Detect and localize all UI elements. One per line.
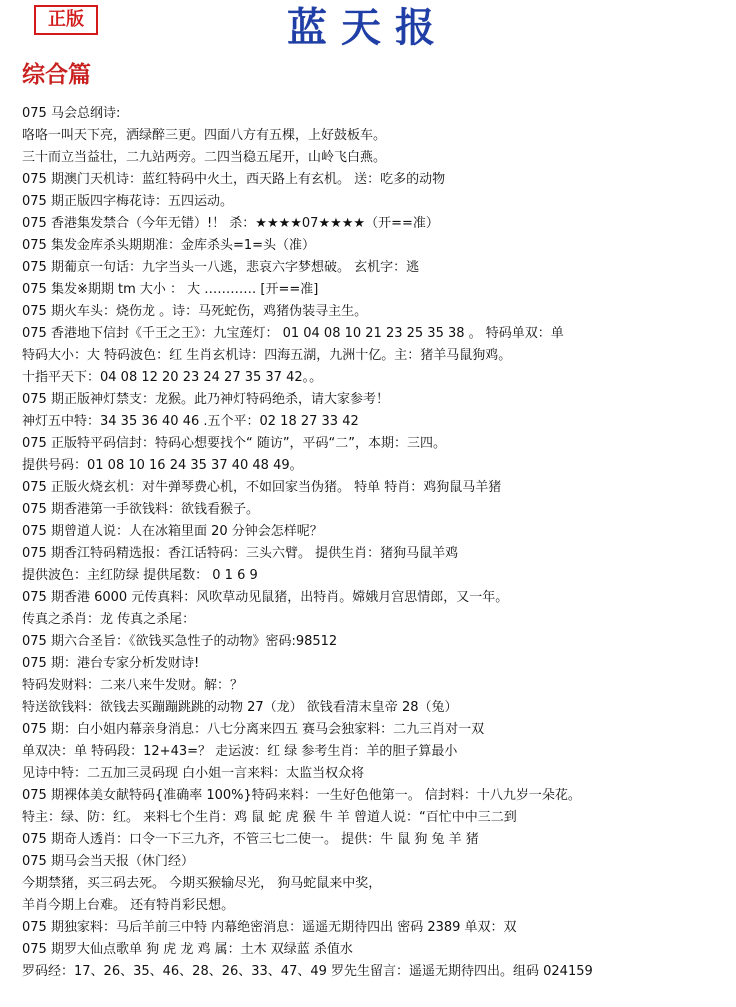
text-line: 传真之杀肖：龙 传真之杀尾： (22, 612, 196, 627)
text-line: 075 期奇人透肖：口令一下三九齐，不管三七二使一。 提供：牛 鼠 狗 兔 羊 猪 (22, 832, 479, 847)
text-line: 075 期香港第一手欲钱料：欲钱看猴子。 (22, 502, 259, 517)
text-line: 单双决：单 特码段：12+43=？ 走运波：红 绿 参考生肖：羊的胆子算最小 (22, 744, 458, 759)
text-line: 今期禁猪，买三码去死。 今期买猴输尽光， 狗马蛇鼠来中奖， (22, 876, 382, 891)
authentic-edition-badge: 正版 (34, 5, 98, 35)
text-line: 075 期独家料：马后羊前三中特 内幕绝密消息：遥遥无期待四出 密码 2389 单双：双 (22, 920, 517, 935)
text-line: 075 集发金库杀头期期准：金库杀头=1=头（准） (22, 238, 316, 253)
text-line: 羊肖今期上台难。 还有特肖彩民想。 (22, 898, 235, 913)
text-line: 075 期罗大仙点歌单 狗 虎 龙 鸡 属：土木 双绿蓝 杀值水 (22, 942, 353, 957)
text-line: 075 正版火烧玄机：对牛弹琴费心机，不如回家当伪猪。 特单 特肖：鸡狗鼠马羊猪 (22, 480, 502, 495)
text-line: 075 期正版神灯禁支：龙猴。此乃神灯特码绝杀，请大家参考！ (22, 392, 389, 407)
text-line: 咯咯一叫天下亮，洒绿醉三更。四面八方有五棵，上好鼓板车。 (22, 128, 387, 143)
text-line: 特主：绿、防：红。 来料七个生肖：鸡 鼠 蛇 虎 猴 牛 羊 曾道人说：“百忙中中三二到 (22, 810, 517, 825)
text-line: 075 香港地下信封《千王之王》：九宝莲灯： 01 04 08 10 21 23 25 35 38 。 特码单双：单 (22, 326, 564, 341)
text-line: 075 期香港 6000 元传真料：风吹草动见鼠猪，出特肖。嫦娥月宫思情郎，又一年。 (22, 590, 509, 605)
text-line: 075 集发※期期 tm 大小 ： 大 ………… [开==准] (22, 282, 319, 297)
text-line: 特送欲钱料：欲钱去买蹦蹦跳跳的动物 27（龙） 欲钱看清末皇帝 28（兔） (22, 700, 458, 715)
text-line: 提供波色：主红防绿 提供尾数： 0 1 6 9 (22, 568, 258, 583)
text-line: 075 正版特平码信封：特码心想要找个“ 随访”，平码“二”，本期：三四。 (22, 436, 447, 451)
text-line: 075 期澳门天机诗：蓝红特码中火土，西天路上有玄机。 送：吃多的动物 (22, 172, 446, 187)
text-line: 075 期裸体美女献特码{准确率 100%}特码来料：一生好色他第一。 信封料：十八九岁一朵花。 (22, 788, 581, 803)
text-line: 075 马会总纲诗: (22, 106, 121, 121)
text-line: 罗码经：17、26、35、46、28、26、33、47、49 罗先生留言：遥遥无期待四出。组码 024159 (22, 964, 593, 979)
text-line: 075 期火车头：烧伤龙 。诗：马死蛇伤，鸡猪伪装寻主生。 (22, 304, 368, 319)
text-line: 075 期六合圣旨：《欲钱买急性子的动物》密码:98512 (22, 634, 338, 649)
text-line: 见诗中特：二五加三灵码现 白小姐一言来料：太监当权众将 (22, 766, 365, 781)
text-line: 075 香港集发禁合（今年无错）!！ 杀：★★★★07★★★★（开==准） (22, 216, 439, 231)
text-line: 075 期：港台专家分析发财诗! (22, 656, 200, 671)
text-line: 075 期香江特码精选报：香江话特码：三头六臂。 提供生肖：猪狗马鼠羊鸡 (22, 546, 459, 561)
text-line: 075 期：白小姐内幕亲身消息：八七分离来四五 赛马会独家料：二九三肖对一双 (22, 722, 485, 737)
text-line: 075 期正版四字梅花诗：五四运动。 (22, 194, 233, 209)
text-line: 特码大小：大 特码波色：红 生肖玄机诗：四海五湖，九洲十亿。主：猪羊马鼠狗鸡。 (22, 348, 512, 363)
text-line: 075 期曾道人说：人在冰箱里面 20 分钟会怎样呢？ (22, 524, 323, 539)
text-line: 075 期葡京一句话：九字当头一八逃，悲哀六字梦想破。 玄机字：逃 (22, 260, 420, 275)
text-line: 神灯五中特：34 35 36 40 46 .五个平：02 18 27 33 42 (22, 414, 359, 429)
text-line: 十指平天下：04 08 12 20 23 24 27 35 37 42。。 (22, 370, 323, 385)
text-line: 三十而立当益壮，二九站两旁。二四当稳五尾开，山岭飞白燕。 (22, 150, 387, 165)
text-line: 提供号码：01 08 10 16 24 35 37 40 48 49。 (22, 458, 303, 473)
text-line: 特码发财料：二来八来牛发财。解：？ (22, 678, 244, 693)
section-heading: 综合篇 (22, 62, 91, 88)
article-body (22, 103, 732, 983)
newspaper-title: 蓝天报 (287, 4, 449, 51)
text-line: 075 期马会当天报（休门经） (22, 854, 194, 869)
